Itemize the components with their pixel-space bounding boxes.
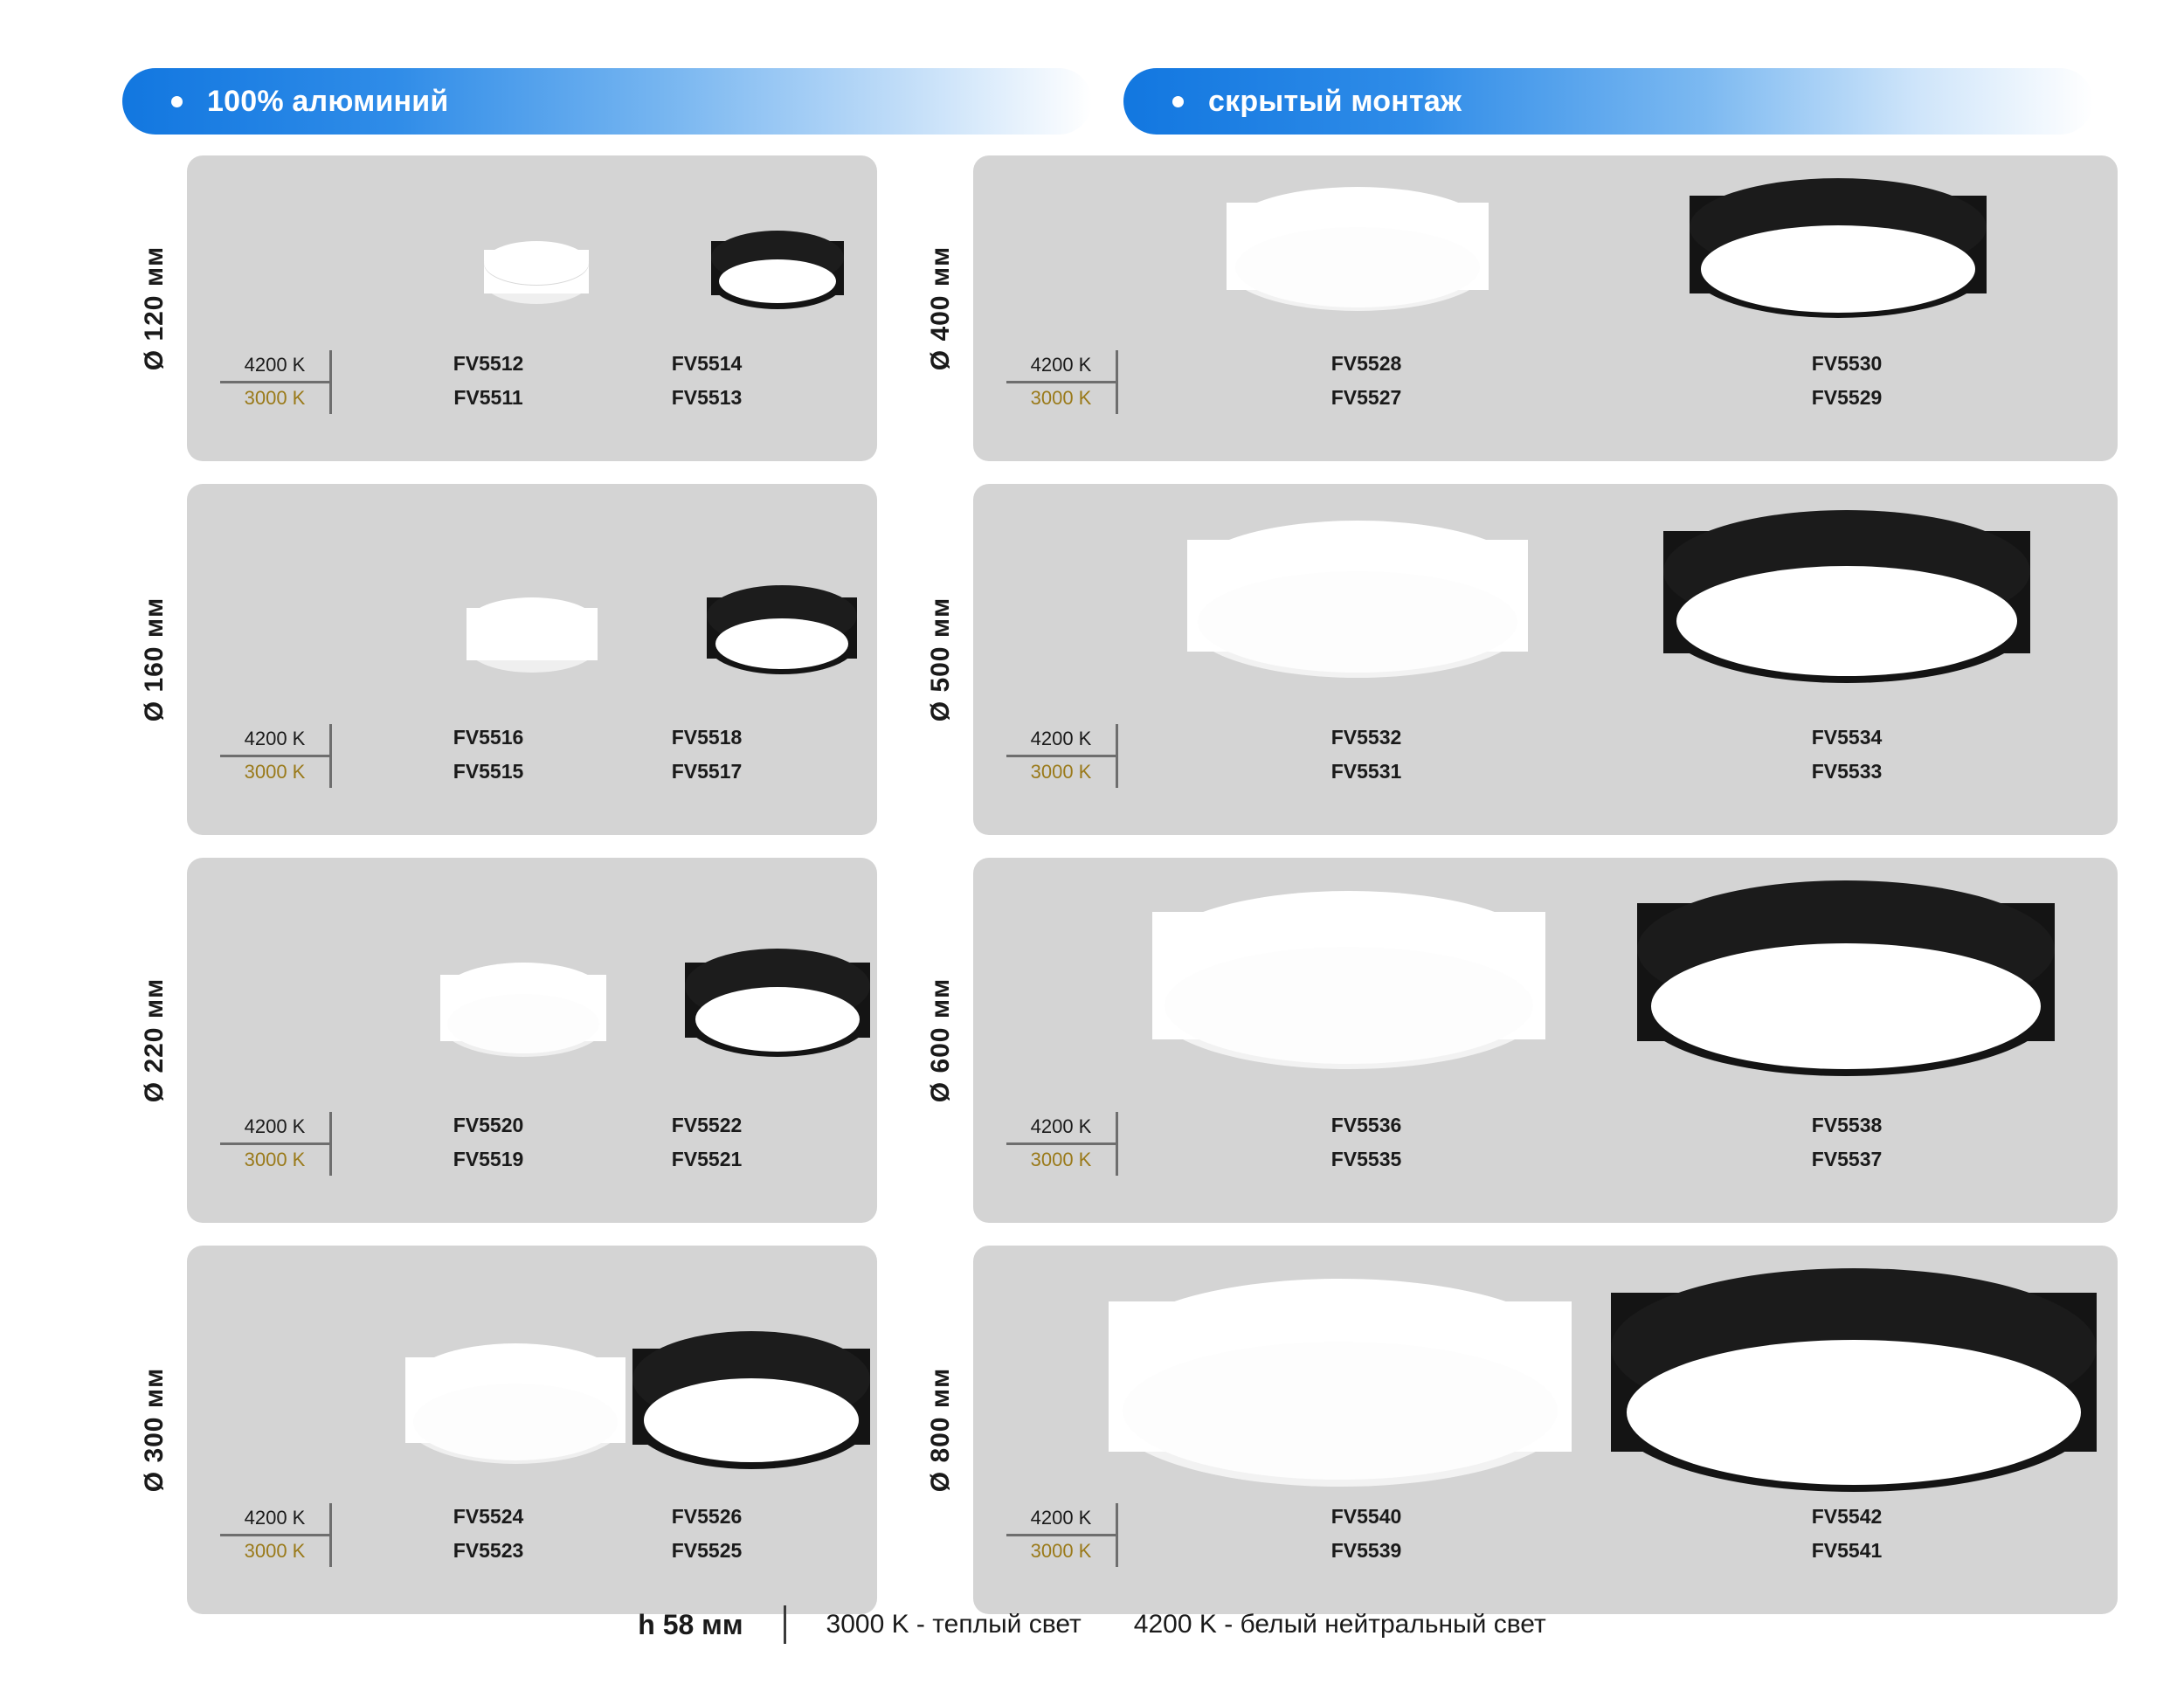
code-warm: FV5539 xyxy=(1330,1539,1402,1562)
product-cell-600 xyxy=(909,858,2118,1223)
temp-neutral-label: 4200 K xyxy=(220,350,332,381)
lamp-white-220 xyxy=(440,963,606,1071)
feature-banners xyxy=(122,68,2105,135)
dimension-label-120: Ø 120 мм xyxy=(140,245,169,371)
lamp-white-300 xyxy=(405,1343,625,1474)
code-warm: FV5533 xyxy=(1811,760,1883,783)
temp-warm-label: 3000 K xyxy=(1006,1534,1118,1567)
code-neutral: FV5522 xyxy=(671,1114,743,1136)
banner-aluminium xyxy=(122,68,1092,135)
product-grid xyxy=(122,155,2118,1637)
dimension-label-500: Ø 500 мм xyxy=(926,597,956,722)
code-group-white xyxy=(1244,1501,1489,1567)
temperature-legend xyxy=(1006,1503,1118,1567)
code-neutral: FV5542 xyxy=(1811,1505,1883,1528)
code-group-black xyxy=(606,1110,807,1176)
code-group-white xyxy=(1244,1110,1489,1176)
temp-neutral-label: 4200 K xyxy=(220,1503,332,1534)
code-group-white xyxy=(388,1501,589,1567)
lamp-white-600 xyxy=(1152,891,1545,1074)
code-warm: FV5511 xyxy=(453,386,523,409)
code-neutral: FV5520 xyxy=(453,1114,524,1136)
code-warm: FV5521 xyxy=(671,1148,743,1170)
product-row xyxy=(122,155,2118,461)
footer-divider xyxy=(784,1605,786,1644)
product-cell-300 xyxy=(122,1246,877,1614)
code-group-black xyxy=(606,349,807,414)
product-cell-400 xyxy=(909,155,2118,461)
code-warm: FV5517 xyxy=(671,760,743,783)
temp-neutral-label: 4200 K xyxy=(1006,724,1118,755)
code-neutral: FV5524 xyxy=(453,1505,524,1528)
product-card-160 xyxy=(187,484,877,835)
code-group-white xyxy=(388,349,589,414)
dimension-label-220: Ø 220 мм xyxy=(140,977,169,1103)
temp-warm-label: 3000 K xyxy=(220,381,332,414)
product-row xyxy=(122,1246,2118,1614)
bullet-dot-icon xyxy=(171,96,183,107)
dimension-label-160: Ø 160 мм xyxy=(140,597,169,722)
product-cell-160 xyxy=(122,484,877,835)
code-warm: FV5513 xyxy=(671,386,743,409)
code-neutral: FV5526 xyxy=(671,1505,743,1528)
product-card-120 xyxy=(187,155,877,461)
product-cell-220 xyxy=(122,858,877,1223)
code-warm: FV5519 xyxy=(453,1148,524,1170)
banner-hidden-mount-label: скрытый монтаж xyxy=(1208,84,1462,118)
lamp-black-120 xyxy=(711,231,844,323)
lamp-black-800 xyxy=(1611,1268,2097,1492)
code-warm: FV5535 xyxy=(1330,1148,1402,1170)
code-warm: FV5523 xyxy=(453,1539,524,1562)
dimension-label-400: Ø 400 мм xyxy=(926,245,956,371)
product-row xyxy=(122,484,2118,835)
lamp-white-500 xyxy=(1187,521,1528,687)
lamp-black-300 xyxy=(632,1331,870,1476)
product-card-600 xyxy=(973,858,2118,1223)
code-warm: FV5525 xyxy=(671,1539,743,1562)
code-neutral: FV5538 xyxy=(1811,1114,1883,1136)
code-neutral: FV5540 xyxy=(1330,1505,1402,1528)
code-group-black xyxy=(606,722,807,788)
temperature-legend xyxy=(1006,1112,1118,1176)
code-neutral: FV5512 xyxy=(453,352,524,375)
product-card-220 xyxy=(187,858,877,1223)
code-neutral: FV5530 xyxy=(1811,352,1883,375)
temp-neutral-label: 4200 K xyxy=(220,1112,332,1142)
temp-warm-label: 3000 K xyxy=(1006,381,1118,414)
code-neutral: FV5532 xyxy=(1330,726,1402,749)
code-group-black xyxy=(1724,1501,1969,1567)
temp-warm-label: 3000 K xyxy=(220,1534,332,1567)
footer-legend xyxy=(0,1605,2184,1644)
product-cell-800 xyxy=(909,1246,2118,1614)
banner-aluminium-label: 100% алюминий xyxy=(207,84,449,118)
temp-warm-label: 3000 K xyxy=(220,1142,332,1176)
product-row xyxy=(122,858,2118,1223)
product-card-500 xyxy=(973,484,2118,835)
lamp-white-400 xyxy=(1227,187,1489,318)
temp-neutral-label: 4200 K xyxy=(1006,1503,1118,1534)
lamp-white-120 xyxy=(484,241,589,316)
code-group-black xyxy=(1724,722,1969,788)
code-warm: FV5537 xyxy=(1811,1148,1883,1170)
dimension-label-800: Ø 800 мм xyxy=(926,1367,956,1493)
lamp-white-160 xyxy=(467,597,598,685)
code-neutral: FV5528 xyxy=(1330,352,1402,375)
code-group-black xyxy=(1724,349,1969,414)
lamp-white-800 xyxy=(1109,1279,1572,1487)
code-neutral: FV5536 xyxy=(1330,1114,1402,1136)
product-cell-120 xyxy=(122,155,877,461)
code-warm: FV5531 xyxy=(1330,760,1402,783)
temperature-legend xyxy=(1006,350,1118,414)
lamp-black-220 xyxy=(685,949,870,1071)
code-warm: FV5515 xyxy=(453,760,524,783)
temperature-legend xyxy=(220,1112,332,1176)
product-card-800 xyxy=(973,1246,2118,1614)
code-group-white xyxy=(388,722,589,788)
product-card-400 xyxy=(973,155,2118,461)
product-cell-500 xyxy=(909,484,2118,835)
code-neutral: FV5518 xyxy=(671,726,743,749)
code-warm: FV5541 xyxy=(1811,1539,1883,1562)
bullet-dot-icon xyxy=(1172,96,1184,107)
code-group-white xyxy=(1244,722,1489,788)
temperature-legend xyxy=(220,724,332,788)
height-spec: h 58 мм xyxy=(638,1608,743,1640)
temp-neutral-label: 4200 K xyxy=(1006,1112,1118,1142)
dimension-label-600: Ø 600 мм xyxy=(926,977,956,1103)
code-neutral: FV5516 xyxy=(453,726,524,749)
code-group-black xyxy=(606,1501,807,1567)
temp-warm-label: 3000 K xyxy=(220,755,332,788)
code-neutral: FV5514 xyxy=(671,352,743,375)
temp-neutral-label: 4200 K xyxy=(1006,350,1118,381)
temperature-legend xyxy=(220,350,332,414)
code-group-white xyxy=(388,1110,589,1176)
note-warm-light: 3000 K - теплый свет xyxy=(826,1610,1082,1639)
lamp-black-600 xyxy=(1637,880,2055,1081)
code-neutral: FV5534 xyxy=(1811,726,1883,749)
lamp-black-500 xyxy=(1663,510,2030,690)
temp-warm-label: 3000 K xyxy=(1006,755,1118,788)
product-card-300 xyxy=(187,1246,877,1614)
temp-warm-label: 3000 K xyxy=(1006,1142,1118,1176)
temp-neutral-label: 4200 K xyxy=(220,724,332,755)
dimension-label-300: Ø 300 мм xyxy=(140,1367,169,1493)
note-neutral-light: 4200 K - белый нейтральный свет xyxy=(1133,1610,1546,1639)
code-warm: FV5529 xyxy=(1811,386,1883,409)
temperature-legend xyxy=(220,1503,332,1567)
temperature-legend xyxy=(1006,724,1118,788)
code-warm: FV5527 xyxy=(1330,386,1402,409)
code-group-white xyxy=(1244,349,1489,414)
code-group-black xyxy=(1724,1110,1969,1176)
lamp-black-160 xyxy=(707,585,857,688)
lamp-black-400 xyxy=(1690,178,1987,327)
banner-hidden-mount xyxy=(1123,68,2093,135)
